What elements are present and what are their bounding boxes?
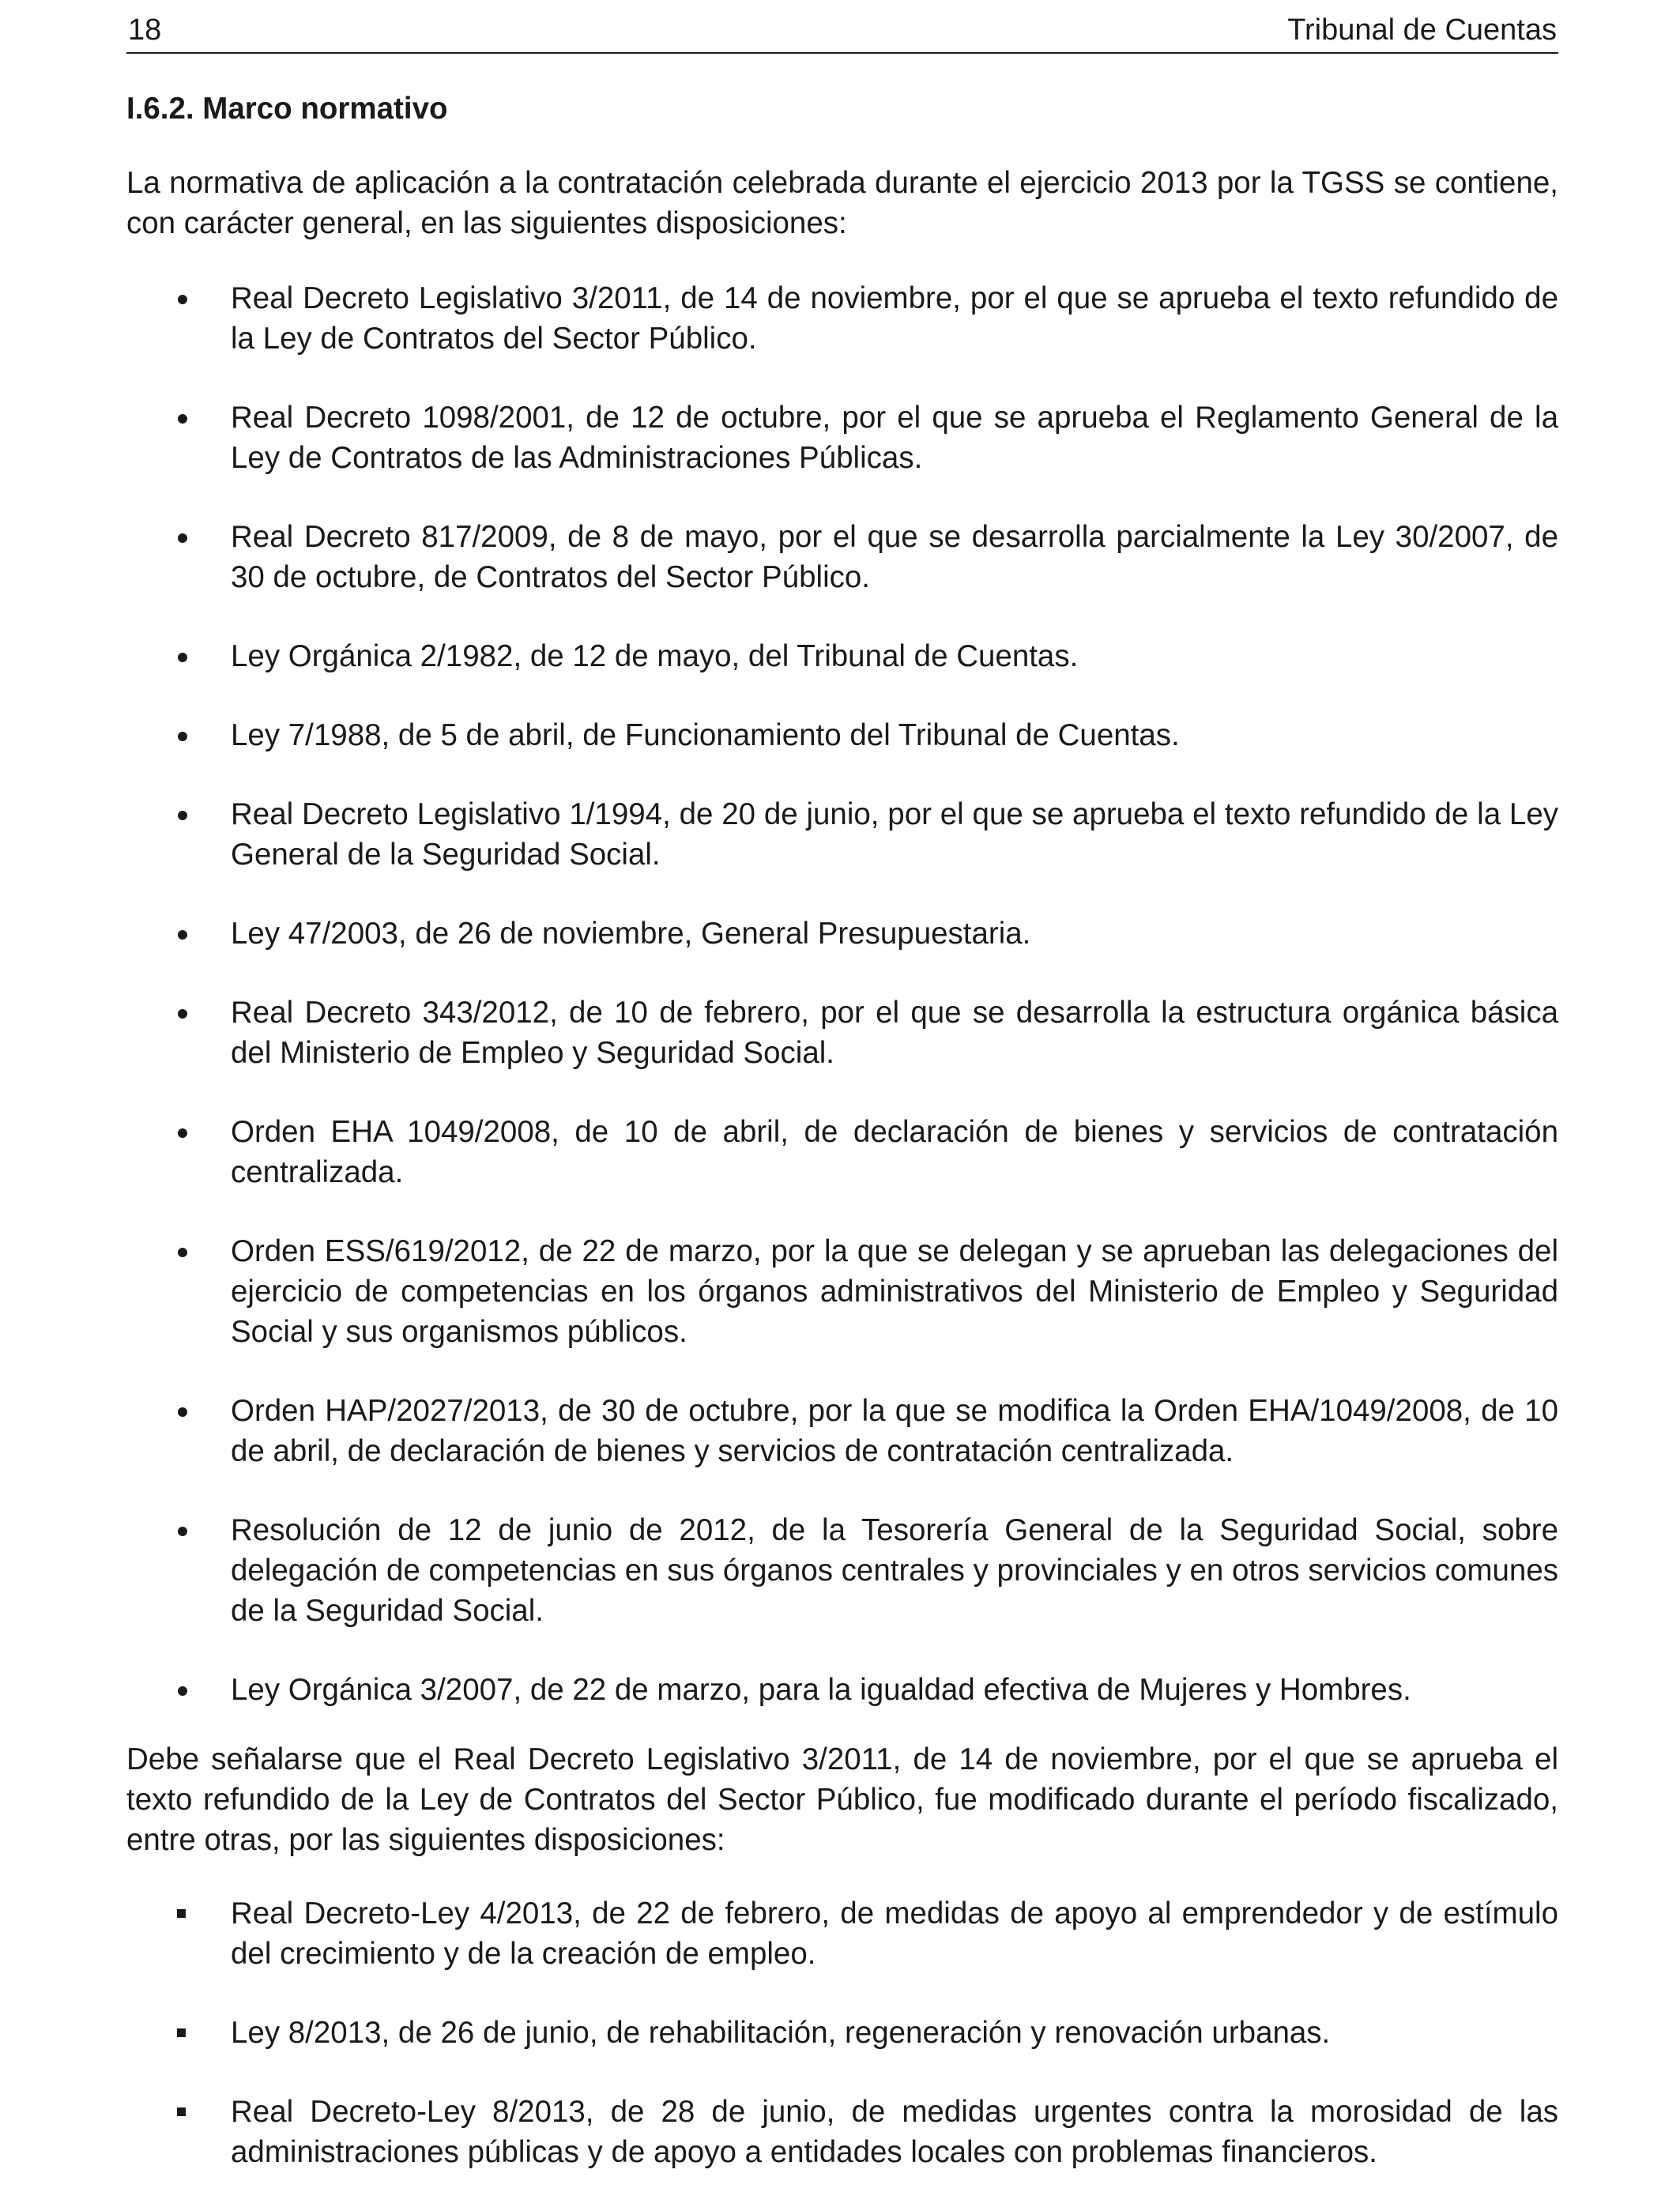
bullet-icon — [175, 913, 194, 954]
list-item-text: Real Decreto Legislativo 3/2011, de 14 de noviembre, por el que se aprueba el texto refundido de la Ley de Contratos del Sector Público. — [231, 281, 1558, 356]
amendments-list — [126, 1893, 1558, 2172]
list-item — [126, 913, 1558, 954]
list-item-text: Orden HAP/2027/2013, de 30 de octubre, por la que se modifica la Orden EHA/1049/2008, de 10 de abril, de declaración de bienes y servicios de contratación centralizada. — [231, 1394, 1558, 1468]
list-item-text: Ley 8/2013, de 26 de junio, de rehabilitación, regeneración y renovación urbanas. — [231, 2016, 1331, 2050]
list-item — [126, 1391, 1558, 1471]
bullet-icon — [175, 1670, 194, 1710]
list-item-text: Ley Orgánica 3/2007, de 22 de marzo, para la igualdad efectiva de Mujeres y Hombres. — [231, 1673, 1411, 1707]
list-item — [126, 278, 1558, 359]
list-item-text: Real Decreto Legislativo 1/1994, de 20 de junio, por el que se aprueba el texto refundido de la Ley General de la Seguridad Social. — [231, 797, 1558, 872]
list-item — [126, 2013, 1558, 2053]
section-heading: I.6.2. Marco normativo — [126, 92, 448, 126]
list-item — [126, 397, 1558, 478]
intro-paragraph: La normativa de aplicación a la contratación celebrada durante el ejercicio 2013 por la TGSS se contiene, con carácter general, en las siguientes disposiciones: — [126, 166, 1558, 240]
square-bullet-icon — [175, 2013, 194, 2053]
list-item — [126, 993, 1558, 1073]
list-item-text: Ley Orgánica 2/1982, de 12 de mayo, del Tribunal de Cuentas. — [231, 639, 1079, 673]
list-item-text: Orden EHA 1049/2008, de 10 de abril, de declaración de bienes y servicios de contratación centralizada. — [231, 1115, 1558, 1189]
list-item-text: Resolución de 12 de junio de 2012, de la Tesorería General de la Seguridad Social, sobre delegación de competencias en sus órganos centrales y provinciales y en otros servicios comunes de la Seguridad Social. — [231, 1513, 1558, 1628]
bullet-icon — [175, 517, 194, 557]
bullet-icon — [175, 794, 194, 834]
regulations-list — [126, 278, 1558, 1710]
list-item-text: Real Decreto 343/2012, de 10 de febrero, por el que se desarrolla la estructura orgánica básica del Ministerio de Empleo y Seguridad Social. — [231, 996, 1558, 1070]
page-content — [126, 89, 1558, 2211]
bullet-icon — [175, 715, 194, 755]
list-item — [126, 1112, 1558, 1192]
list-item — [126, 794, 1558, 875]
bullet-icon — [175, 1112, 194, 1152]
square-bullet-icon — [175, 2092, 194, 2132]
bullet-icon — [175, 636, 194, 676]
list-item — [126, 715, 1558, 755]
list-item-text: Real Decreto 817/2009, de 8 de mayo, por el que se desarrolla parcialmente la Ley 30/2007, de 30 de octubre, de Contratos del Sector Público. — [231, 520, 1558, 594]
amendment-note-paragraph: Debe señalarse que el Real Decreto Legislativo 3/2011, de 14 de noviembre, por el que se aprueba el texto refundido de la Ley de Contratos del Sector Público, fue modificado durante el período fiscalizado, entre otras, por las siguientes disposiciones: — [126, 1742, 1558, 1857]
list-item — [126, 517, 1558, 597]
bullet-icon — [175, 1391, 194, 1431]
running-title: Tribunal de Cuentas — [1287, 13, 1557, 47]
square-bullet-icon — [175, 1893, 194, 1934]
list-item-text: Ley 47/2003, de 26 de noviembre, General Presupuestaria. — [231, 917, 1031, 951]
list-item-text: Ley 7/1988, de 5 de abril, de Funcionamiento del Tribunal de Cuentas. — [231, 718, 1180, 752]
bullet-icon — [175, 397, 194, 438]
bullet-icon — [175, 278, 194, 318]
list-item — [126, 1893, 1558, 1974]
list-item — [126, 1510, 1558, 1631]
list-item-text: Real Decreto 1098/2001, de 12 de octubre, por el que se aprueba el Reglamento General de la Ley de Contratos de las Administraciones Públicas. — [231, 401, 1558, 475]
list-item — [126, 1670, 1558, 1710]
list-item — [126, 1231, 1558, 1352]
list-item-text: Real Decreto-Ley 8/2013, de 28 de junio, de medidas urgentes contra la morosidad de las administraciones públicas y de apoyo a entidades locales con problemas financieros. — [231, 2095, 1558, 2169]
page-number: 18 — [128, 13, 162, 47]
list-item-text: Orden ESS/619/2012, de 22 de marzo, por la que se delegan y se aprueban las delegaciones del ejercicio de competencias en los órganos administrativos del Ministerio de Empleo y Seguridad Social y sus organismos públicos. — [231, 1234, 1558, 1349]
bullet-icon — [175, 993, 194, 1033]
list-item — [126, 636, 1558, 676]
list-item — [126, 2092, 1558, 2172]
list-item-text: Real Decreto-Ley 4/2013, de 22 de febrero, de medidas de apoyo al emprendedor y de estímulo del crecimiento y de la creación de empleo. — [231, 1896, 1558, 1971]
bullet-icon — [175, 1231, 194, 1271]
bullet-icon — [175, 1510, 194, 1550]
page-header — [126, 8, 1558, 54]
